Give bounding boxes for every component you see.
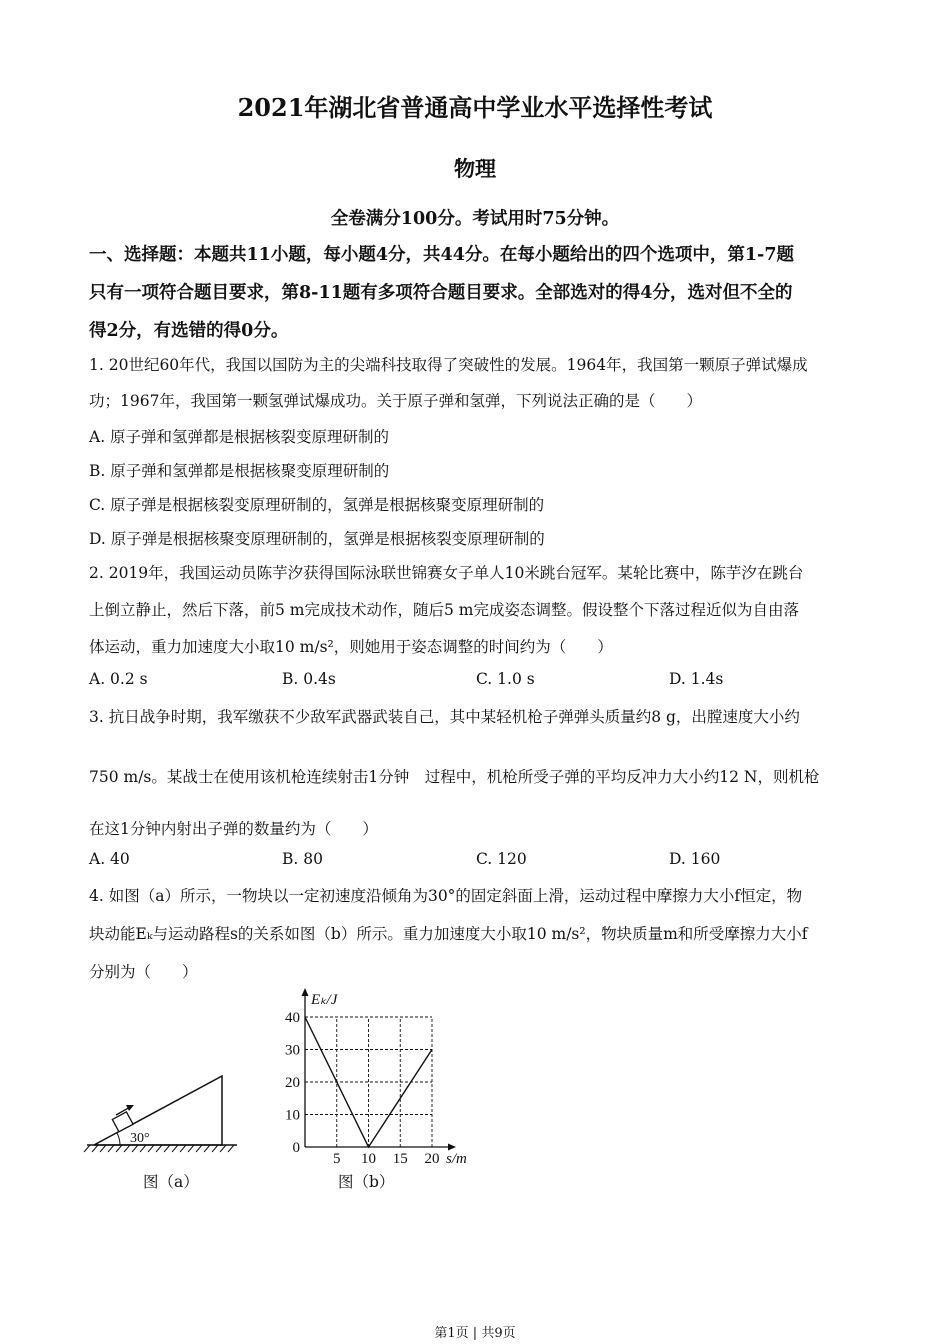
y-axis-arrow-icon [302, 988, 309, 996]
y-tick-label: 40 [285, 1010, 300, 1026]
question-4-text: 块动能Eₖ与运动路程s的关系如图（b）所示。重力加速度大小取10 m/s²，物块质量m和所受摩擦力大小f [89, 925, 808, 943]
question-1-option-d: D. 原子弹是根据核聚变原理研制的，氢弹是根据核裂变原理研制的 [89, 530, 545, 548]
question-1-text: 1. 20世纪60年代，我国以国防为主的尖端科技取得了突破性的发展。1964年，我国第一颗原子弹试爆成 [89, 356, 808, 374]
question-3-option-c: C. 120 [476, 850, 527, 868]
question-3-option-b: B. 80 [282, 850, 323, 868]
question-3-text: 在这1分钟内射出子弹的数量约为（ ） [89, 820, 378, 838]
figure-b-chart [278, 985, 478, 1165]
exam-info: 全卷满分100分。考试用时75分钟。 [330, 209, 620, 229]
section-instructions-line: 只有一项符合题目要求，第8-11题有多项符合题目要求。全部选对的得4分，选对但不全的 [89, 283, 793, 303]
question-1-option-c: C. 原子弹是根据核裂变原理研制的，氢弹是根据核聚变原理研制的 [89, 496, 545, 514]
exam-title: 2021年湖北省普通高中学业水平选择性考试 [237, 93, 713, 122]
y-tick-label: 10 [285, 1107, 300, 1124]
subject-title: 物理 [454, 156, 496, 181]
figure-a-incline [82, 1060, 247, 1160]
question-2-text: 2. 2019年，我国运动员陈芋汐获得国际泳联世锦赛女子单人10米跳台冠军。某轮比赛中，陈芋汐在跳台 [89, 564, 804, 582]
figure-a-caption: 图（a） [143, 1173, 199, 1191]
y-tick-label: 20 [285, 1075, 300, 1091]
section-instructions-line: 得2分，有选错的得0分。 [89, 321, 289, 341]
x-axis-label: s/m [446, 1151, 467, 1165]
question-2-option-c: C. 1.0 s [476, 670, 535, 688]
question-2-text: 体运动，重力加速度大小取10 m/s²，则她用于姿态调整的时间约为（ ） [89, 638, 613, 656]
y-tick-label: 30 [285, 1042, 300, 1059]
question-3-option-d: D. 160 [669, 850, 721, 868]
page-footer: 第1页 | 共9页 [434, 1326, 516, 1341]
question-1-option-a: A. 原子弹和氢弹都是根据核裂变原理研制的 [89, 428, 390, 446]
question-3-option-a: A. 40 [89, 850, 130, 868]
question-4-text: 分别为（ ） [89, 963, 198, 981]
x-tick-label: 10 [361, 1151, 376, 1165]
question-1-option-b: B. 原子弹和氢弹都是根据核聚变原理研制的 [89, 462, 390, 480]
ground-hatch [84, 1145, 234, 1152]
y-tick-label: 0 [292, 1140, 300, 1156]
section-instructions-line: 一、选择题：本题共11小题，每小题4分，共44分。在每小题给出的四个选项中，第1-7题 [89, 245, 794, 265]
question-3-text: 3. 抗日战争时期，我军缴获不少敌军武器武装自己，其中某轻机枪子弹弹头质量约8 g，出膛速度大小约 [89, 708, 800, 726]
block [112, 1112, 133, 1132]
x-axis-arrow-icon [448, 1144, 456, 1151]
question-4-text: 4. 如图（a）所示，一物块以一定初速度沿倾角为30°的固定斜面上滑，运动过程中摩擦力大小f恒定，物 [89, 887, 803, 905]
question-2-option-d: D. 1.4s [669, 670, 724, 688]
x-tick-label: 5 [333, 1151, 341, 1165]
incline-wedge [94, 1076, 222, 1145]
question-1-text: 功；1967年，我国第一颗氢弹试爆成功。关于原子弹和氢弹，下列说法正确的是（ ） [89, 392, 702, 410]
x-tick-label: 20 [424, 1151, 440, 1165]
y-axis-label: Eₖ/J [311, 992, 338, 1008]
question-3-text: 750 m/s。某战士在使用该机枪连续射击1分钟 过程中，机枪所受子弹的平均反冲力大小约12 N，则机枪 [89, 768, 820, 786]
x-tick-label: 15 [392, 1151, 408, 1165]
question-2-option-b: B. 0.4s [282, 670, 336, 688]
figure-b-caption: 图（b） [338, 1173, 395, 1191]
question-2-option-a: A. 0.2 s [89, 670, 148, 688]
angle-label: 30° [130, 1131, 150, 1146]
question-2-text: 上倒立静止，然后下落，前5 m完成技术动作，随后5 m完成姿态调整。假设整个下落过程近似为自由落 [89, 601, 799, 619]
